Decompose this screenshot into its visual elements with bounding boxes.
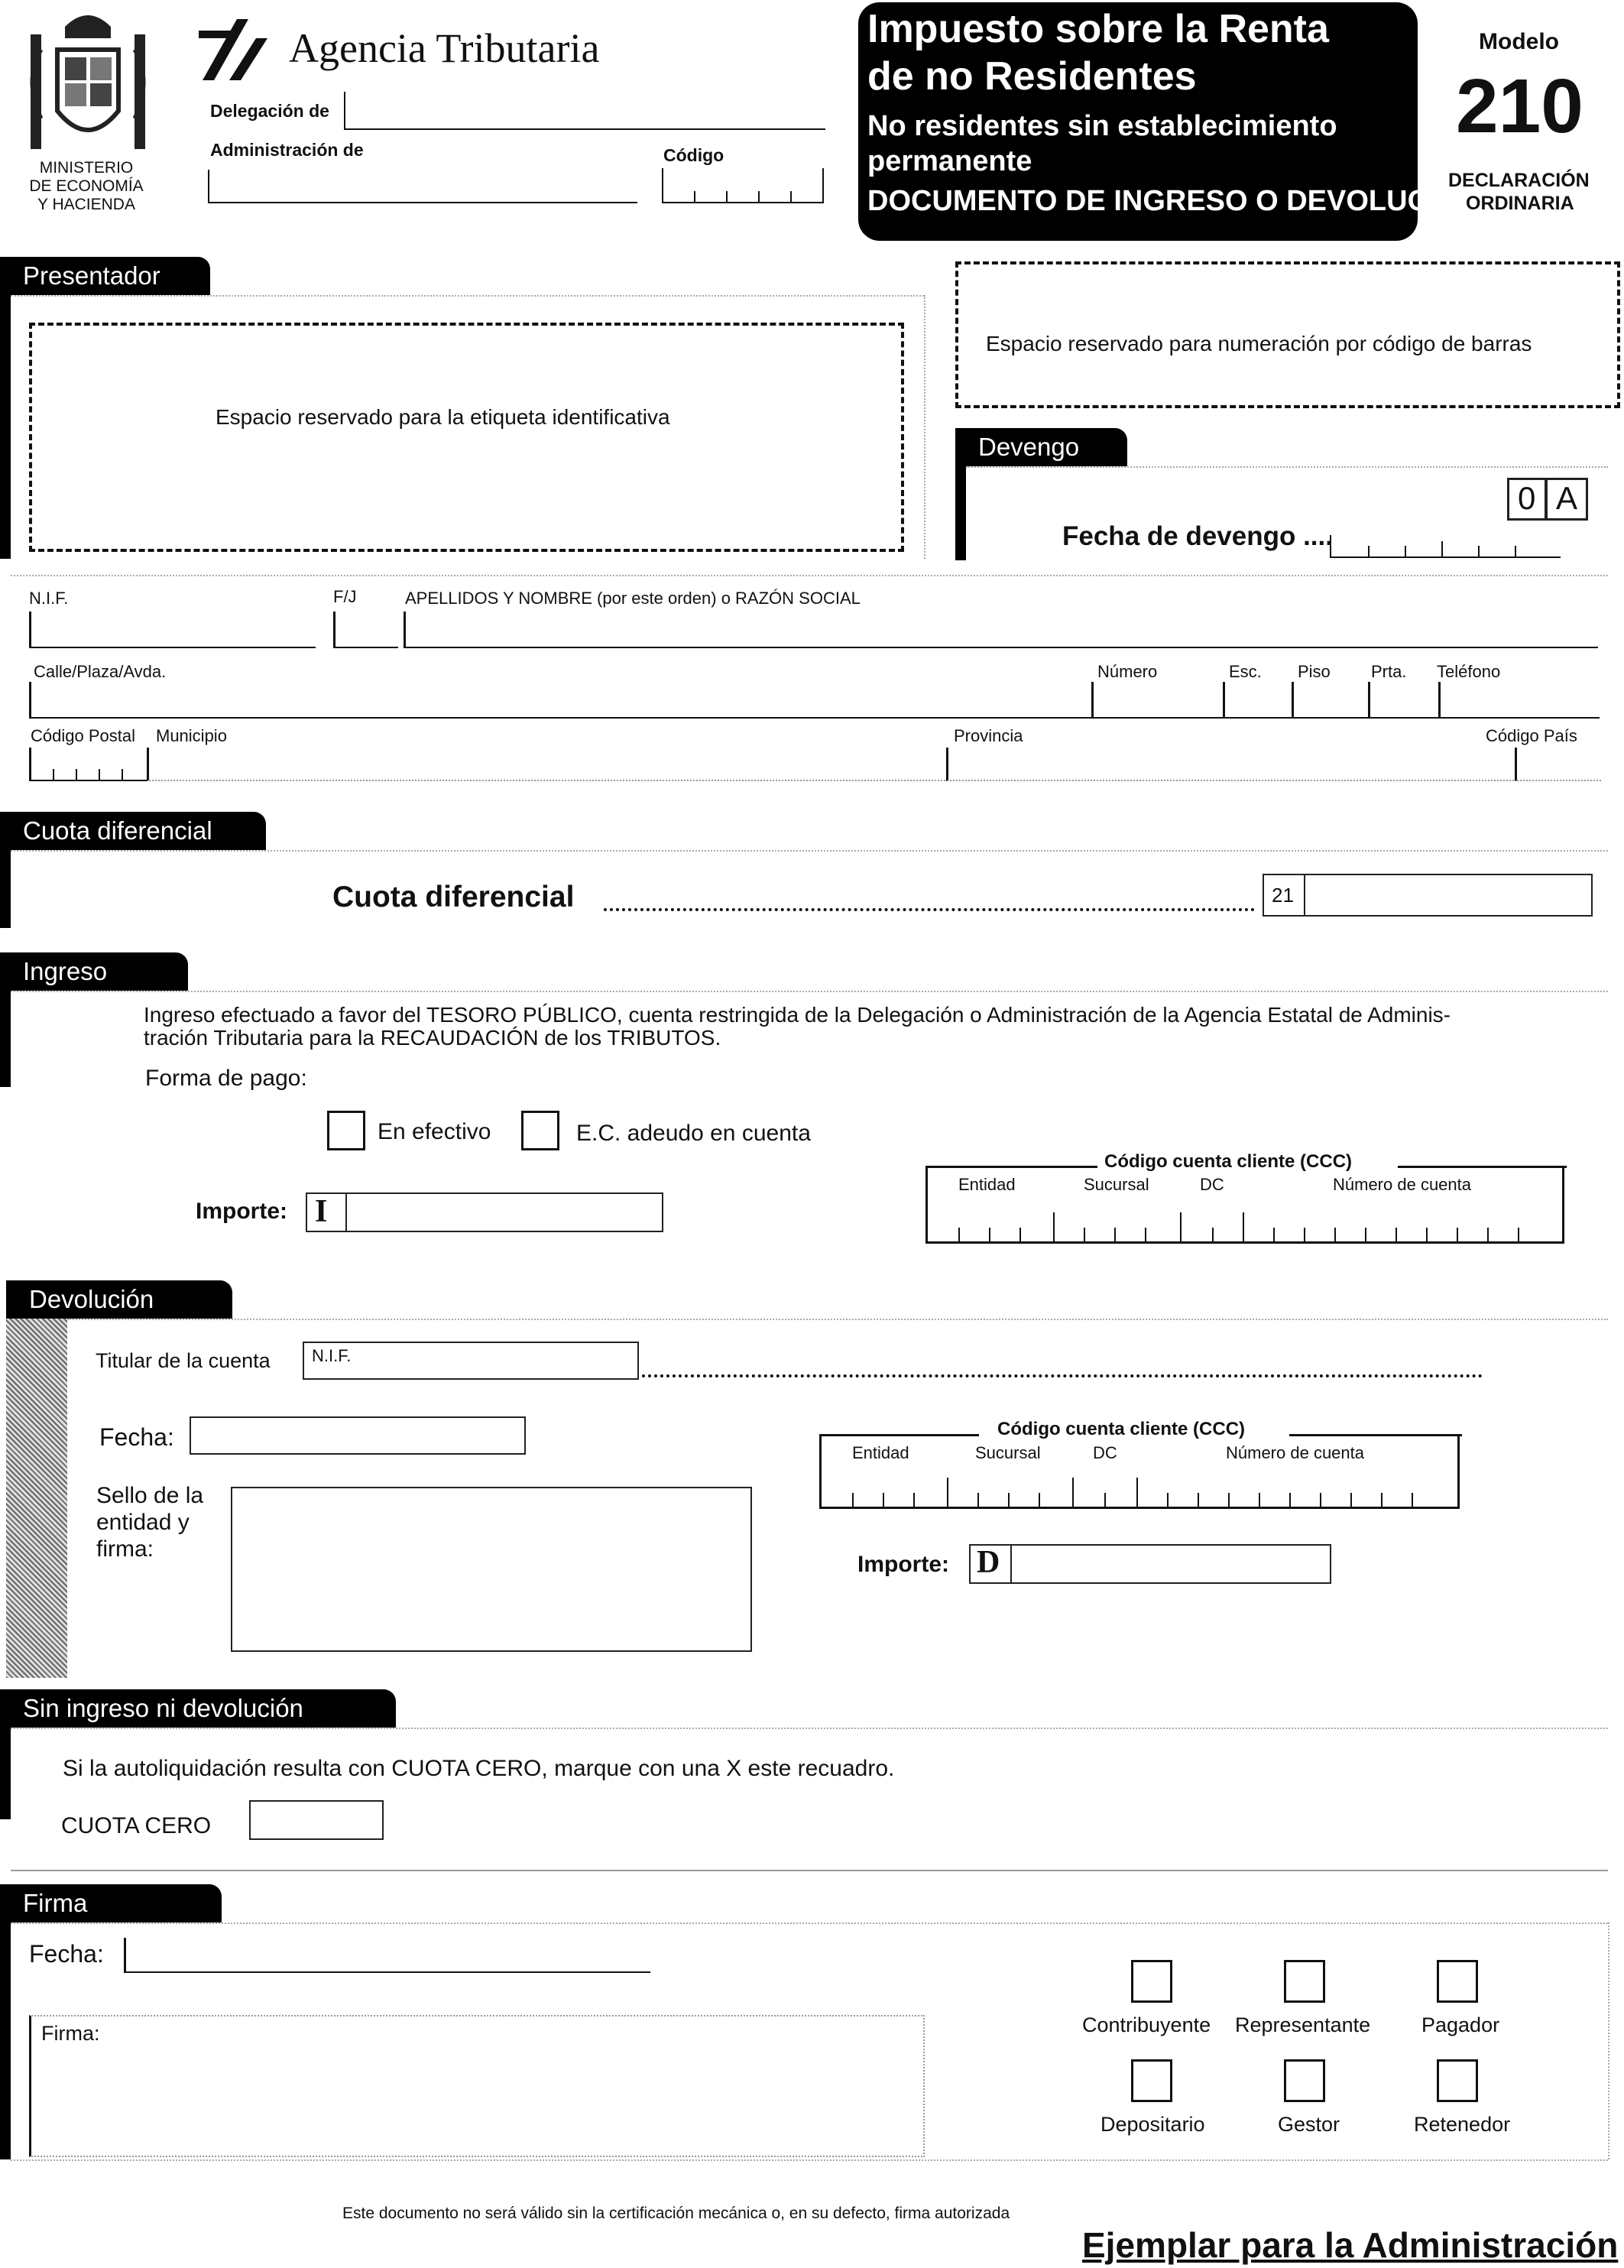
ingreso-ccc-numero: Número de cuenta [1333,1175,1471,1194]
tab-devolucion: Devolución [6,1280,232,1319]
devolucion-ccc-numero: Número de cuenta [1226,1443,1364,1462]
title-line-3: No residentes sin establecimiento [867,110,1337,142]
esc-label: Esc. [1229,662,1262,681]
provincia-label: Provincia [954,726,1023,745]
pagador-checkbox[interactable] [1437,1960,1478,2003]
declaracion-line-1: DECLARACIÓN [1448,170,1590,191]
footer-copy-label: Ejemplar para la Administración [1082,2225,1619,2265]
ingreso-importe-label: Importe: [196,1199,287,1224]
firma-fecha-label: Fecha: [29,1940,104,1968]
ministry-line-1: MINISTERIO [39,159,134,177]
esc-field[interactable] [1223,682,1294,719]
gestor-label: Gestor [1278,2113,1340,2136]
nif-label: N.I.F. [29,589,69,608]
modelo-label: Modelo [1479,29,1559,54]
piso-label: Piso [1298,662,1331,681]
ingreso-text-line-2: tración Tributaria para la RECAUDACIÓN de los TRIBUTOS. [144,1026,721,1050]
cuota-cero-label: CUOTA CERO [61,1813,212,1838]
title-line-5: DOCUMENTO DE INGRESO O DEVOLUCIÓN [867,185,1480,217]
retenedor-checkbox[interactable] [1437,2059,1478,2102]
barcode-space-text: Espacio reservado para numeración por código de barras [986,332,1532,355]
firma-fecha-field[interactable] [124,1938,650,1973]
codigo-pais-label: Código País [1486,726,1577,745]
titular-label: Titular de la cuenta [96,1349,271,1372]
ingreso-ccc-dc: DC [1200,1175,1224,1194]
representante-label: Representante [1235,2013,1371,2036]
pagador-label: Pagador [1421,2013,1500,2036]
cuota-cero-checkbox[interactable] [249,1800,384,1840]
label-space-text: Espacio reservado para la etiqueta identificativa [216,405,670,429]
title-line-2: de no Residentes [867,54,1197,99]
cp-field[interactable] [29,748,147,781]
numero-label: Número [1097,662,1158,681]
devolucion-ccc-entidad: Entidad [852,1443,909,1462]
firma-label: Firma: [41,2022,100,2045]
codigo-label: Código [663,145,724,165]
coat-of-arms-icon [23,4,153,157]
telefono-field[interactable] [1438,682,1600,719]
devolucion-nif-field[interactable] [303,1342,639,1380]
forma-pago-label: Forma de pago: [145,1066,307,1091]
devolucion-ccc-title: Código cuenta cliente (CCC) [997,1419,1246,1439]
provincia-field[interactable] [946,748,1517,781]
agency-logo-icon [195,15,279,84]
ingreso-importe-code-text: I [315,1194,328,1229]
administracion-field[interactable] [208,170,637,203]
adeudo-label: E.C. adeudo en cuenta [576,1121,811,1146]
tab-devengo: Devengo [955,428,1127,466]
ingreso-ccc-sucursal: Sucursal [1084,1175,1149,1194]
ministry-line-3: Y HACIENDA [37,196,135,213]
devengo-code-0-text: 0 [1518,480,1536,516]
sello-line-2: entidad y [96,1510,190,1535]
nombre-label: APELLIDOS Y NOMBRE (por este orden) o RAZÓN SOCIAL [405,589,861,608]
devolucion-importe-code-text: D [977,1545,1000,1580]
sin-ingreso-text: Si la autoliquidación resulta con CUOTA CERO, marque con una X este recuadro. [63,1756,895,1781]
devolucion-fecha-field[interactable] [190,1416,526,1455]
fj-label: F/J [333,587,357,606]
contribuyente-checkbox[interactable] [1131,1960,1172,2003]
delegacion-label: Delegación de [210,101,329,121]
devolucion-side-pattern [6,1319,67,1678]
prta-label: Prta. [1371,662,1407,681]
depositario-checkbox[interactable] [1131,2059,1172,2102]
devolucion-importe-field[interactable] [1010,1544,1331,1584]
codigo-field[interactable] [662,168,824,203]
nif-field[interactable] [29,612,316,648]
nombre-field[interactable] [404,612,1598,648]
declaracion-line-2: ORDINARIA [1466,193,1574,214]
municipio-label: Municipio [156,726,227,745]
retenedor-label: Retenedor [1414,2113,1511,2136]
sello-line-3: firma: [96,1536,154,1562]
devolucion-fecha-label: Fecha: [99,1423,174,1451]
agency-name: Agencia Tributaria [289,25,600,71]
title-line-4: permanente [867,145,1032,177]
devolucion-importe-label: Importe: [857,1552,949,1577]
delegacion-field[interactable] [345,92,825,128]
depositario-label: Depositario [1100,2113,1205,2136]
ingreso-text-line-1: Ingreso efectuado a favor del TESORO PÚBLICO, cuenta restringida de la Delegación o Administración de la Agencia Estatal de Adminis- [144,1003,1451,1027]
ingreso-ccc-entidad: Entidad [958,1175,1016,1194]
calle-field[interactable] [29,682,1094,719]
footer-note: Este documento no será válido sin la certificación mecánica o, en su defecto, firma autorizada [342,2205,1010,2222]
tab-cuota-diferencial: Cuota diferencial [0,812,266,850]
representante-checkbox[interactable] [1284,1960,1325,2003]
firma-field[interactable] [29,2015,925,2157]
cp-label: Código Postal [31,726,135,745]
devengo-fecha-label: Fecha de devengo .... [1062,521,1333,551]
sello-line-1: Sello de la [96,1483,204,1508]
administracion-label: Administración de [210,140,364,160]
tab-ingreso: Ingreso [0,952,188,991]
efectivo-label: En efectivo [378,1119,491,1144]
devolucion-ccc-dc: DC [1093,1443,1117,1462]
calle-label: Calle/Plaza/Avda. [34,662,167,681]
numero-field[interactable] [1091,682,1225,719]
devengo-code-a-text: A [1556,480,1578,516]
tab-presentador: Presentador [0,257,210,295]
municipio-field[interactable] [147,748,948,781]
modelo-number: 210 [1456,63,1583,149]
adeudo-checkbox[interactable] [521,1111,559,1150]
devolucion-ccc-sucursal: Sucursal [975,1443,1041,1462]
title-line-1: Impuesto sobre la Renta [867,7,1329,51]
prta-field[interactable] [1368,682,1441,719]
devolucion-nif-label: N.I.F. [312,1346,352,1365]
ingreso-ccc-title: Código cuenta cliente (CCC) [1104,1151,1353,1172]
sello-field[interactable] [231,1487,752,1652]
gestor-checkbox[interactable] [1284,2059,1325,2102]
tab-sin-ingreso: Sin ingreso ni devolución [0,1689,396,1728]
ingreso-importe-field[interactable] [345,1192,663,1232]
ministry-line-2: DE ECONOMÍA [29,177,144,195]
label-space [29,323,904,552]
cuota-code-text: 21 [1272,884,1294,907]
codigo-pais-field[interactable] [1515,748,1601,781]
cuota-label: Cuota diferencial [332,881,575,913]
contribuyente-label: Contribuyente [1082,2013,1211,2036]
tab-firma: Firma [0,1884,222,1922]
piso-field[interactable] [1292,682,1370,719]
telefono-label: Teléfono [1437,662,1501,681]
fj-field[interactable] [333,612,398,648]
devengo-fecha-field[interactable] [1330,535,1561,558]
cuota-amount-field[interactable] [1304,874,1593,917]
efectivo-checkbox[interactable] [327,1111,365,1150]
